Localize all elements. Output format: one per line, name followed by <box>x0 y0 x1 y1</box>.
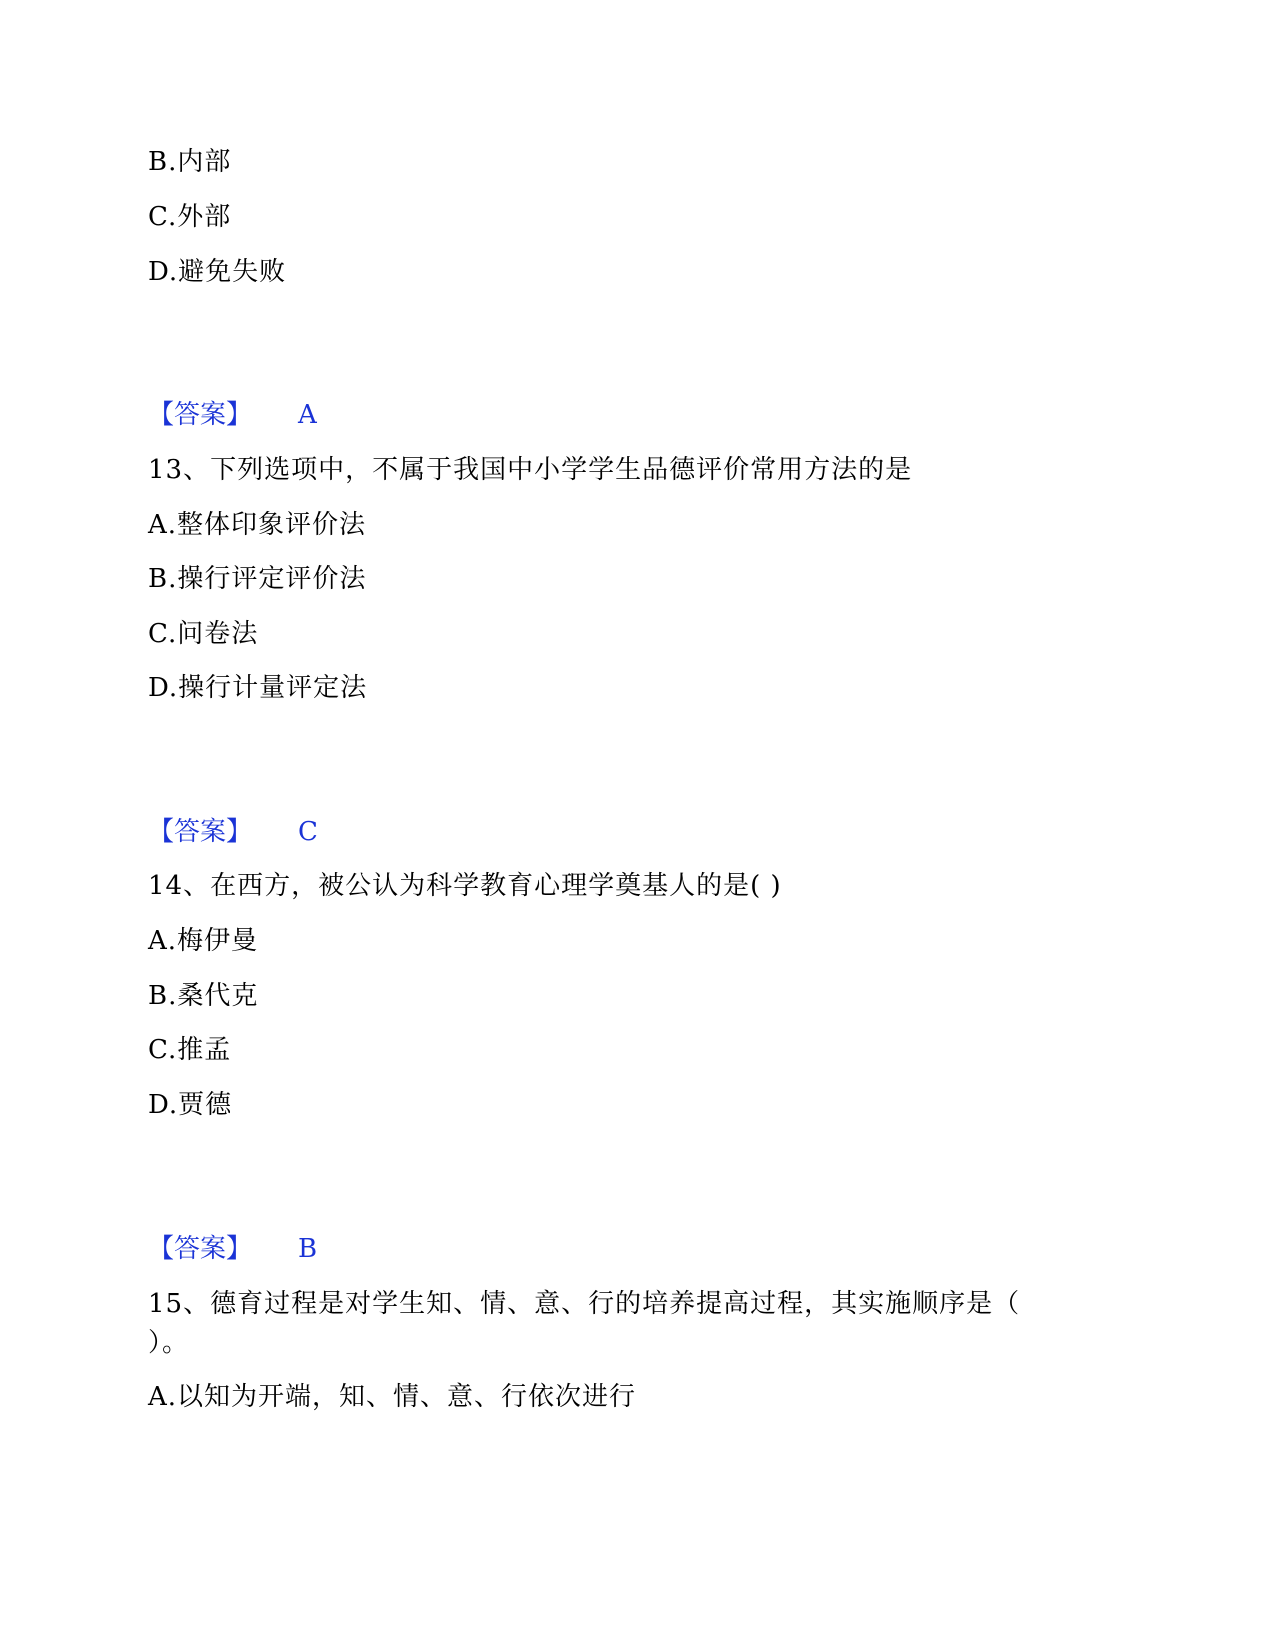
q14-option-c: C.推孟 <box>148 1035 232 1065</box>
q13-option-d: D.操行计量评定法 <box>148 673 368 703</box>
answer-label: 【答案】 <box>148 817 253 847</box>
q13-option-c: C.问卷法 <box>148 619 259 649</box>
q13-option-b: B.操行评定评价法 <box>148 564 367 594</box>
q14-stem: 14、在西方，被公认为科学教育心理学奠基人的是( ) <box>148 871 782 901</box>
q15-option-a: A.以知为开端，知、情、意、行依次进行 <box>148 1382 637 1412</box>
q14-option-a: A.梅伊曼 <box>148 926 259 956</box>
answer-value: C <box>298 817 318 847</box>
q13-answer <box>148 815 318 849</box>
answer-value: A <box>298 400 317 430</box>
q12-option-c: C.外部 <box>148 202 232 232</box>
q13-stem: 13、下列选项中，不属于我国中小学学生品德评价常用方法的是 <box>148 455 913 485</box>
q15-stem-line1: 15、德育过程是对学生知、情、意、行的培养提高过程，其实施顺序是（ <box>148 1289 1021 1319</box>
q14-answer <box>148 1232 317 1266</box>
q15-stem-line2: ）。 <box>148 1328 190 1358</box>
answer-value: B <box>298 1234 318 1264</box>
answer-label: 【答案】 <box>148 400 253 430</box>
q12-answer <box>148 398 317 432</box>
q13-option-a: A.整体印象评价法 <box>148 510 367 540</box>
q12-option-b: B.内部 <box>148 147 232 177</box>
q14-option-d: D.贾德 <box>148 1090 233 1120</box>
q14-option-b: B.桑代克 <box>148 981 259 1011</box>
q12-option-d: D.避免失败 <box>148 257 287 287</box>
answer-label: 【答案】 <box>148 1234 253 1264</box>
